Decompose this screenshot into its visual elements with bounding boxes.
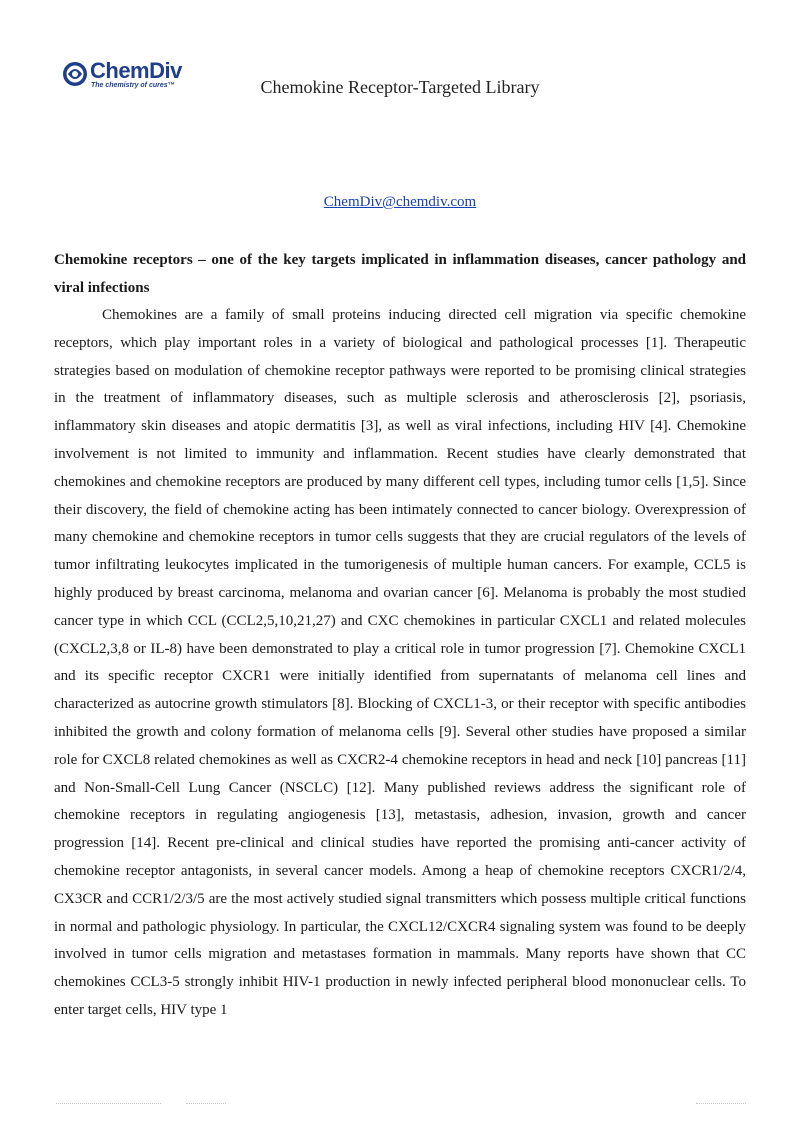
email-link[interactable]: ChemDiv@chemdiv.com [323, 194, 477, 210]
section-heading: Chemokine receptors – one of the key targets implicated in inflammation diseases, cancer pathology and viral infections [54, 252, 746, 296]
page-title-text: Chemokine Receptor-Targeted Library [260, 77, 540, 97]
page-title [0, 77, 800, 98]
logo-name: ChemDiv [90, 58, 182, 83]
contact-email [0, 194, 800, 211]
logo-tagline: The chemistry of cures™ [91, 82, 175, 89]
body-paragraph: Chemokines are a family of small proteins inducing directed cell migration via specific chemokine receptors, which play important roles in a variety of biological and pathological processes [1]. Therapeutic strategies based on modulation of chemokine receptor pathways were reported to be promising clinical strategies in the treatment of inflammatory diseases, such as multiple sclerosis and atherosclerosis [2], psoriasis, inflammatory skin diseases and atopic dermatitis [3], as well as viral infections, including HIV [4]. Chemokine involvement is not limited to immunity and inflammation. Recent studies have clearly demonstrated that chemokines and chemokine receptors are produced by many different cell types, including tumor cells [1,5]. Since their discovery, the field of chemokine acting has been intimately connected to cancer biology. Overexpression of many chemokine and chemokine receptors in tumor cells suggests that they are crucial regulators of the levels of tumor infiltrating leukocytes implicated in the tumorigenesis of multiple human cancers. For example, CCL5 is highly produced by breast carcinoma, melanoma and ovarian cancer [6]. Melanoma is probably the most studied cancer type in which CCL (CCL2,5,10,21,27) and CXC chemokines in particular CXCL1 and related molecules (CXCL2,3,8 or IL-8) have been demonstrated to play a critical role in tumor progression [7]. Chemokine CXCL1 and its specific receptor CXCR1 were initially identified from supernatants of melanoma cell lines and characterized as autocrine growth stimulators [8]. Blocking of CXCL1-3, or their receptor with specific antibodies inhibited the growth and colony formation of melanoma cells [9]. Several other studies have proposed a similar role for CXCL8 related chemokines as well as CXCR2-4 chemokine receptors in head and neck [10] pancreas [11] and Non-Small-Cell Lung Cancer (NSCLC) [12]. Many published reviews address the significant role of chemokine receptors in regulating angiogenesis [13], metastasis, adhesion, invasion, growth and cancer progression [14]. Recent pre-clinical and clinical studies have reported the promising anti-cancer activity of chemokine receptor antagonists, in several cancer models. Among a heap of chemokine receptors CXCR1/2/4, CX3CR and CCR1/2/3/5 are the most actively studied signal transmitters which possess multiple critical functions in normal and pathologic physiology. In particular, the CXCL12/CXCR4 signaling system was found to be deeply involved in tumor cells migration and metastases formation in mammals. Many reports have shown that CC chemokines CCL3-5 strongly inhibit HIV-1 production in newly infected peripheral blood mononuclear cells. To enter target cells, HIV type 1 [54, 307, 746, 1018]
footer-divider [56, 1103, 746, 1107]
